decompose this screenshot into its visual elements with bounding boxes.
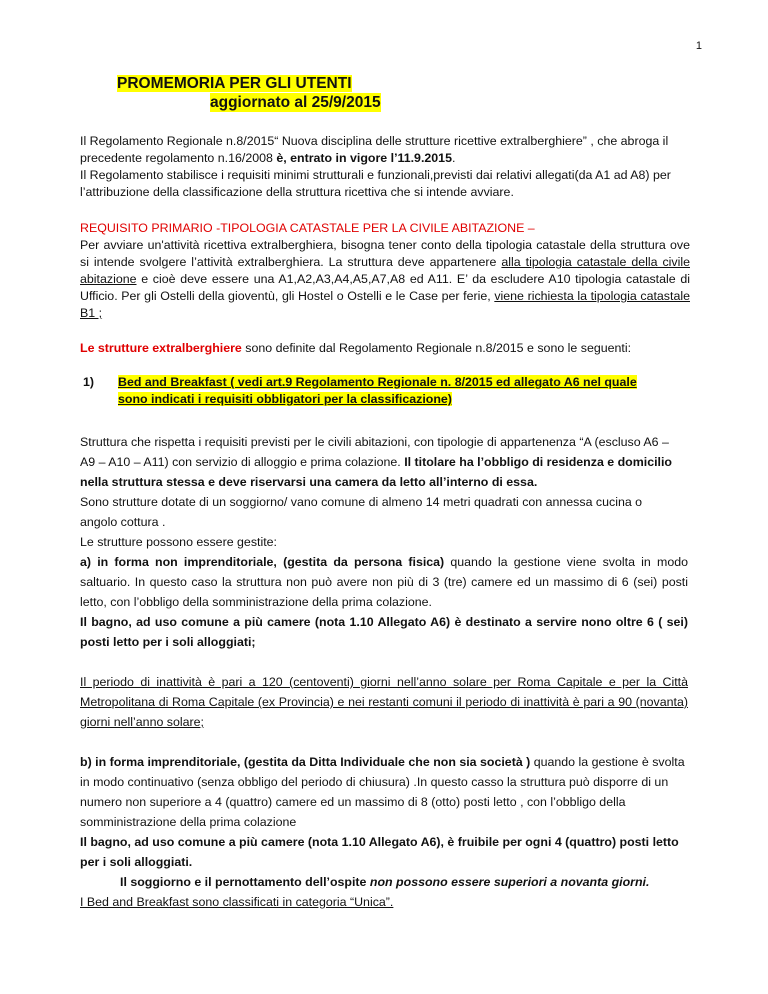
bnb-p7b: quando la gestione è svolta in modo continuativo (senza obbligo del periodo di chiusura) .In questo casso la struttura può disporre di un numero non superiore a 4 (quattro) camere ed un massimo di 8 (otto) posti letto , con l’obbligo della somministrazione della prima colazione bbox=[80, 755, 685, 829]
bnb-p1b: Il titolare ha l’obbligo di residenza e domicilio nella struttura stessa e deve riservarsi una camera da letto all’interno di essa. bbox=[80, 455, 673, 489]
bnb-inattivita bbox=[80, 672, 688, 732]
requisito-text-1: Per avviare un'attività ricettiva extralberghiera, bisogna tener conto della tipologia catastale della struttura ove si intende svolgere l’attività extralberghiera. La struttura deve appartenere bbox=[80, 238, 690, 269]
title-line-2: aggiornato al 25/9/2015 bbox=[210, 94, 381, 111]
bnb-p9b: non possono essere superiori a novanta giorni. bbox=[369, 875, 650, 889]
title-line-1: PROMEMORIA PER GLI UTENTI bbox=[117, 75, 352, 92]
requisito-underline-1: alla tipologia catastale della civile abitazione bbox=[80, 255, 690, 286]
bnb-description bbox=[80, 432, 680, 532]
intro-paragraph bbox=[80, 133, 690, 201]
intro-line-2a: precedente regolamento n.16/2008 bbox=[80, 151, 277, 165]
intro-line-3: Il Regolamento stabilisce i requisiti minimi strutturali e funzionali,previsti dai relativi allegati(da A1 ad A8) per bbox=[80, 168, 671, 182]
bnb-p9a: Il soggiorno e il pernottamento dell’ospite bbox=[120, 875, 370, 889]
strutture-rest: sono definite dal Regolamento Regionale n.8/2015 e sono le seguenti: bbox=[241, 341, 632, 355]
strutture-intro bbox=[80, 340, 690, 357]
requisito-section bbox=[80, 220, 690, 322]
bnb-p5: Il bagno, ad uso comune a più camere (nota 1.10 Allegato A6) è destinato a servire nono oltre 6 ( sei) posti letto per i soli alloggiati; bbox=[80, 615, 688, 649]
bnb-p4a: a) in forma non imprenditoriale, (gestita da persona fisica) bbox=[80, 555, 445, 569]
bnb-p8: Il bagno, ad uso comune a più camere (nota 1.10 Allegato A6), è fruibile per ogni 4 (quattro) posti letto per i soli alloggiati. bbox=[80, 835, 679, 869]
bnb-p7a: b) in forma imprenditoriale, (gestita da Ditta Individuale che non sia società ) bbox=[80, 755, 531, 769]
bnb-p2: Sono strutture dotate di un soggiorno/ vano comune di almeno 14 metri quadrati con annessa cucina o angolo cottura . bbox=[80, 495, 643, 529]
bnb-heading bbox=[80, 374, 690, 408]
requisito-underline-2: viene richiesta la tipologia catastale B1 ; bbox=[80, 289, 690, 320]
page-title bbox=[117, 74, 381, 112]
bnb-p4b: quando la gestione viene svolta in modo saltuario. In questo caso la struttura non può avere non più di 3 (tre) camere ed un massimo di 6 (sei) posti letto, con l’obbligo della somministrazione della prima colazione. bbox=[80, 555, 688, 609]
intro-line-2b: è, entrato in vigore l’11.9.2015 bbox=[276, 151, 452, 165]
bnb-imprenditoriale bbox=[80, 752, 688, 912]
intro-line-2c: . bbox=[451, 151, 456, 165]
intro-line-1: Il Regolamento Regionale n.8/2015“ Nuova disciplina delle strutture ricettive extralberghiere” , che abroga il bbox=[80, 134, 669, 148]
bnb-p10: I Bed and Breakfast sono classificati in categoria “Unica”. bbox=[80, 895, 394, 909]
bnb-p3: Le strutture possono essere gestite: bbox=[80, 535, 277, 549]
strutture-lead: Le strutture extralberghiere bbox=[80, 341, 242, 355]
bnb-p6: Il periodo di inattività è pari a 120 (centoventi) giorni nell’anno solare per Roma Capitale e per la Città Metropolitana di Roma Capitale (ex Provincia) e nei restanti comuni il periodo di inattività è pari a 90 (novanta) giorni nell’anno solare; bbox=[80, 675, 688, 729]
bnb-gestione bbox=[80, 532, 688, 652]
intro-line-4: l’attribuzione della classificazione della struttura ricettiva che si intende avviare. bbox=[80, 185, 514, 199]
requisito-heading: REQUISITO PRIMARIO -TIPOLOGIA CATASTALE PER LA CIVILE ABITAZIONE – bbox=[80, 221, 535, 235]
page-number: 1 bbox=[695, 40, 702, 52]
bnb-heading-text: Bed and Breakfast ( vedi art.9 Regolamento Regionale n. 8/2015 ed allegato A6 nel quale sono indicati i requisiti obbligatori per la classificazione) bbox=[118, 375, 637, 406]
bnb-p1a: Struttura che rispetta i requisiti previsti per le civili abitazioni, con tipologie di appartenenza “A (escluso A6 – A9 – A10 – A11) con servizio di alloggio e prima colazione. bbox=[80, 435, 669, 469]
bnb-number: 1) bbox=[83, 375, 95, 389]
requisito-text-2: e cioè deve essere una A1,A2,A3,A4,A5,A7,A8 ed A11. E’ da escludere A10 tipologia catastale di Ufficio. Per gli Ostelli della gioventù, gli Hostel o Ostelli e le Case per ferie, bbox=[80, 272, 690, 303]
